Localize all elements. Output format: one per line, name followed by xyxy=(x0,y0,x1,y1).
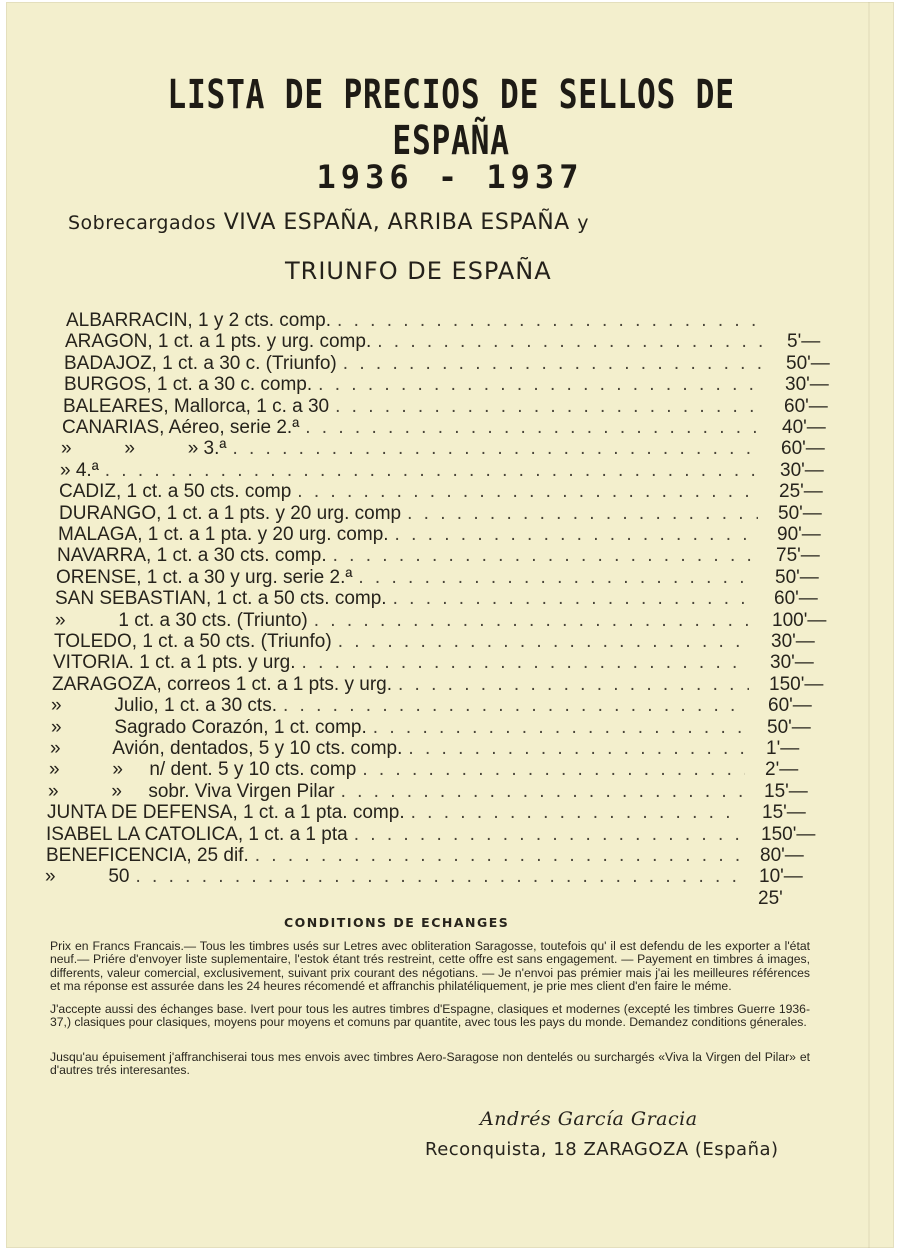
stamp-description: DURANGO, 1 ct. a 1 pts. y 20 urg. comp xyxy=(59,503,402,524)
stamp-description: MALAGA, 1 ct. a 1 pta. y 20 urg. comp. xyxy=(58,524,389,545)
years-heading: 1936 - 1937 xyxy=(316,158,584,196)
leader-dots xyxy=(398,674,749,696)
subtitle-line-2: TRIUNFO DE ESPAÑA xyxy=(285,257,552,285)
leader-dots xyxy=(411,802,742,824)
signature: Andrés García Gracia xyxy=(480,1108,698,1130)
stamp-description: » 50 xyxy=(45,866,130,887)
stamp-price: 60'— xyxy=(768,695,812,716)
stamp-description: VITORIA. 1 ct. a 1 pts. y urg. xyxy=(53,652,296,673)
stamp-description: ALBARRACIN, 1 y 2 cts. comp. xyxy=(66,310,332,331)
conditions-paragraph-3: Jusqu'au épuisement j'affranchiserai tous mes envois avec timbres Aero-Saragose non dentelés ou surchargés «Viva la Virgen del Pilar» et d'autres trés interesantes. xyxy=(50,1050,810,1078)
stamp-price: 30'— xyxy=(780,460,824,481)
leader-dots xyxy=(341,781,744,803)
stamp-price: 15'— xyxy=(762,802,806,823)
stamp-price: 30'— xyxy=(770,652,814,673)
address: Reconquista, 18 ZARAGOZA (España) xyxy=(425,1139,779,1160)
leader-dots xyxy=(255,845,740,867)
leader-dots xyxy=(337,310,768,332)
stamp-description: BURGOS, 1 ct. a 30 c. comp. xyxy=(64,374,313,395)
leader-dots xyxy=(354,824,741,846)
stamp-price: 50'— xyxy=(786,353,830,374)
stamp-price: 2'— xyxy=(765,759,799,780)
stamp-price: 15'— xyxy=(764,781,808,802)
leader-dots xyxy=(407,503,758,525)
leader-dots xyxy=(377,331,767,353)
stamp-description: JUNTA DE DEFENSA, 1 ct. a 1 pta. comp. xyxy=(47,802,405,823)
stamp-description: ORENSE, 1 ct. a 30 y urg. serie 2.ª xyxy=(56,567,353,588)
stamp-description: » » » 3.ª xyxy=(61,438,227,459)
leader-dots xyxy=(362,759,745,781)
stamp-price: 30'— xyxy=(785,374,829,395)
stamp-description: CADIZ, 1 ct. a 50 cts. comp xyxy=(59,481,292,502)
stamp-price: 100'— xyxy=(772,610,827,631)
stamp-description: BENEFICENCIA, 25 dif. xyxy=(46,845,249,866)
stamp-price: 50'— xyxy=(778,503,822,524)
subtitle-line-1 xyxy=(68,210,589,235)
stamp-price: 25'— xyxy=(779,481,823,502)
stamp-description: » Sagrado Corazón, 1 ct. comp. xyxy=(51,717,367,738)
conditions-title: CONDITIONS DE ECHANGES xyxy=(284,915,510,930)
stamp-description: CANARIAS, Aéreo, serie 2.ª xyxy=(62,417,300,438)
subtitle-conjunction: y xyxy=(577,212,589,234)
stamp-price: 60'— xyxy=(784,396,828,417)
stamp-description: SAN SEBASTIAN, 1 ct. a 50 cts. comp. xyxy=(55,588,387,609)
document-title: LISTA DE PRECIOS DE SELLOS DE ESPAÑA xyxy=(167,72,735,164)
stamp-description: » Julio, 1 ct. a 30 cts. xyxy=(51,695,277,716)
leader-dots xyxy=(333,545,756,567)
stamp-price: 5'— xyxy=(787,331,821,352)
stamp-description: BADAJOZ, 1 ct. a 30 c. (Triunfo) xyxy=(64,353,337,374)
conditions-paragraph-1: Prix en Francs Francais.— Tous les timbres usés sur Letres avec obliteration Saragosse, toutefois qu' il est defendu de les exporter a l'état neuf.— Priére d'envoyer liste suplementaire, l'estok étant trés restreint, cette offre est sans engagement. — Payement en timbres á images, differents, valeur comercial, exclusivement, suivant prix courant des négotians. — Je n'envoi pas prémier mais j'ai les meilleures références et ma réponse est assurée dans les 24 heures récomendé et affranchis philatéliquement, je prie mes client d'en faire le méme. xyxy=(50,939,810,994)
stamp-price: 150'— xyxy=(761,824,816,845)
leader-dots xyxy=(393,588,754,610)
stamp-price: 25' xyxy=(758,888,783,909)
leader-dots xyxy=(358,567,755,589)
stamp-price: 150'— xyxy=(769,674,824,695)
stamp-price: 40'— xyxy=(782,417,826,438)
stamp-price: 50'— xyxy=(767,717,811,738)
leader-dots xyxy=(283,695,748,717)
stamp-price: 75'— xyxy=(776,545,820,566)
leader-dots xyxy=(105,460,760,482)
leader-dots xyxy=(305,417,762,439)
conditions-paragraph-2: J'accepte aussi des échanges base. Ivert pour tous les autres timbres d'Espagne, clasiques et modernes (excepté les timbres Guerre 1936-37,) clasiques pour clasiques, moyens pour moyens et comuns par quantite, avec tous les pays du monde. Demandez conditions génerales. xyxy=(50,1002,810,1030)
stamp-description: ISABEL LA CATOLICA, 1 ct. a 1 pta xyxy=(46,824,348,845)
stamp-description: » 1 ct. a 30 cts. (Triunto) xyxy=(55,610,308,631)
stamp-price: 1'— xyxy=(766,738,800,759)
stamp-description: ARAGON, 1 ct. a 1 pts. y urg. comp. xyxy=(65,331,372,352)
subtitle-overprints: VIVA ESPAÑA, ARRIBA ESPAÑA xyxy=(223,210,570,235)
stamp-price: 50'— xyxy=(775,567,819,588)
leader-dots xyxy=(314,610,752,632)
stamp-description: » 4.ª xyxy=(60,460,99,481)
leader-dots xyxy=(335,396,764,418)
leader-dots xyxy=(302,652,750,674)
stamp-description: TOLEDO, 1 ct. a 50 cts. (Triunfo) xyxy=(54,631,332,652)
leader-dots xyxy=(395,524,757,546)
price-list-row xyxy=(44,888,744,914)
leader-dots xyxy=(343,353,766,375)
stamp-description: » » n/ dent. 5 y 10 cts. comp xyxy=(49,759,357,780)
stamp-price: 60'— xyxy=(781,438,825,459)
stamp-price: 30'— xyxy=(771,631,815,652)
leader-dots xyxy=(232,438,761,460)
stamp-price: 90'— xyxy=(777,524,821,545)
subtitle-prefix: Sobrecargados xyxy=(68,212,217,234)
stamp-description: BALEARES, Mallorca, 1 c. a 30 xyxy=(63,396,330,417)
stamp-description: » Avión, dentados, 5 y 10 cts. comp. xyxy=(50,738,403,759)
stamp-description: » » sobr. Viva Virgen Pilar xyxy=(48,781,335,802)
stamp-price: 80'— xyxy=(760,845,804,866)
leader-dots xyxy=(297,481,759,503)
stamp-description: NAVARRA, 1 ct. a 30 cts. comp. xyxy=(57,545,327,566)
stamp-price: 60'— xyxy=(774,588,818,609)
stamp-price: 10'— xyxy=(759,866,803,887)
leader-dots xyxy=(318,374,765,396)
leader-dots xyxy=(136,866,740,888)
leader-dots xyxy=(408,738,746,760)
leader-dots xyxy=(338,631,751,653)
stamp-description: ZARAGOZA, correos 1 ct. a 1 pts. y urg. xyxy=(52,674,392,695)
leader-dots xyxy=(373,717,747,739)
